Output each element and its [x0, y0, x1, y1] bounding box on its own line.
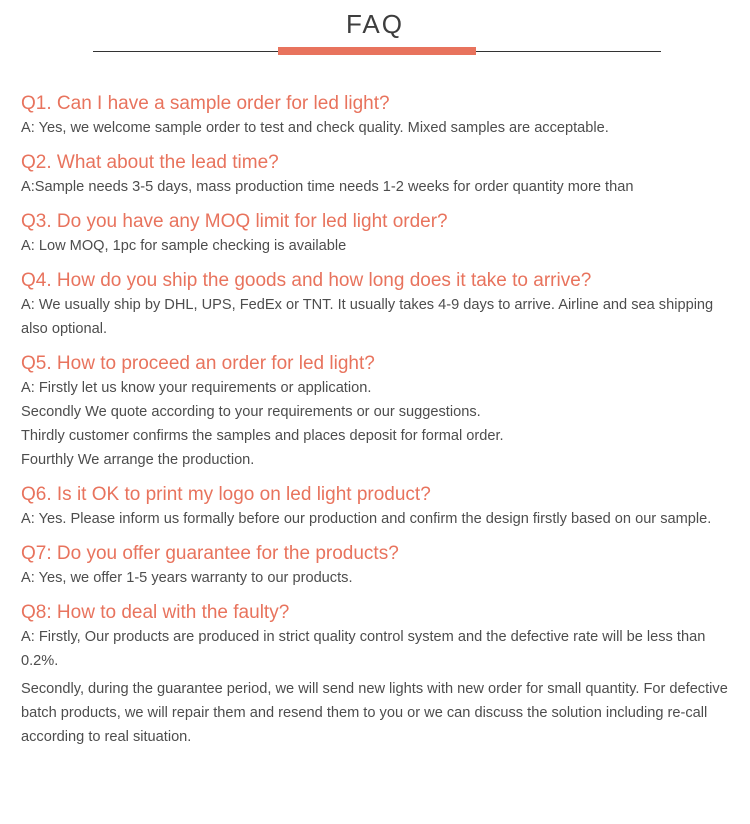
faq-answer-line: Secondly, during the guarantee period, we will send new lights with new order for small quantity. For defective batch products, we will repair them and resend them to you or we can discuss the solution including re-call according to real situation. [21, 681, 728, 745]
faq-item-3 [21, 210, 733, 258]
faq-item-2 [21, 151, 733, 199]
faq-item-5 [21, 352, 733, 472]
faq-item-7 [21, 542, 733, 590]
faq-question: Q8: How to deal with the faulty? [21, 602, 290, 623]
faq-question: Q3. Do you have any MOQ limit for led light order? [21, 211, 448, 232]
faq-answer-line: A: Firstly let us know your requirements or application. [21, 380, 372, 396]
faq-question: Q4. How do you ship the goods and how long does it take to arrive? [21, 270, 592, 291]
faq-question: Q6. Is it OK to print my logo on led light product? [21, 484, 431, 505]
page-title: FAQ [345, 9, 404, 39]
faq-question: Q7: Do you offer guarantee for the products? [21, 543, 399, 564]
faq-question: Q1. Can I have a sample order for led light? [21, 93, 390, 114]
faq-answer-line: A: Firstly, Our products are produced in strict quality control system and the defective rate will be less than 0.2%. [21, 629, 706, 669]
faq-answer: A: Low MOQ, 1pc for sample checking is available [21, 238, 347, 254]
faq-header [0, 0, 750, 60]
faq-answer-line: Secondly We quote according to your requirements or our suggestions. [21, 404, 481, 420]
title-accent-bar [278, 47, 476, 55]
faq-question: Q2. What about the lead time? [21, 152, 279, 173]
faq-answer: A: Yes, we offer 1-5 years warranty to our products. [21, 570, 353, 586]
faq-answer: A: We usually ship by DHL, UPS, FedEx or TNT. It usually takes 4-9 days to arrive. Airline and sea shipping also optional. [21, 297, 714, 337]
faq-list [21, 92, 733, 760]
faq-question: Q5. How to proceed an order for led light? [21, 353, 375, 374]
faq-answer: A:Sample needs 3-5 days, mass production time needs 1-2 weeks for order quantity more than [21, 179, 634, 195]
faq-answer: A: Yes. Please inform us formally before our production and confirm the design firstly based on our sample. [21, 511, 712, 527]
faq-answer-line: Thirdly customer confirms the samples and places deposit for formal order. [21, 428, 504, 444]
faq-item-6 [21, 483, 733, 531]
faq-item-4 [21, 269, 733, 341]
faq-answer: A: Yes, we welcome sample order to test and check quality. Mixed samples are acceptable. [21, 120, 609, 136]
faq-answer-line: Fourthly We arrange the production. [21, 452, 255, 468]
faq-item-8 [21, 601, 733, 749]
faq-item-1 [21, 92, 733, 140]
